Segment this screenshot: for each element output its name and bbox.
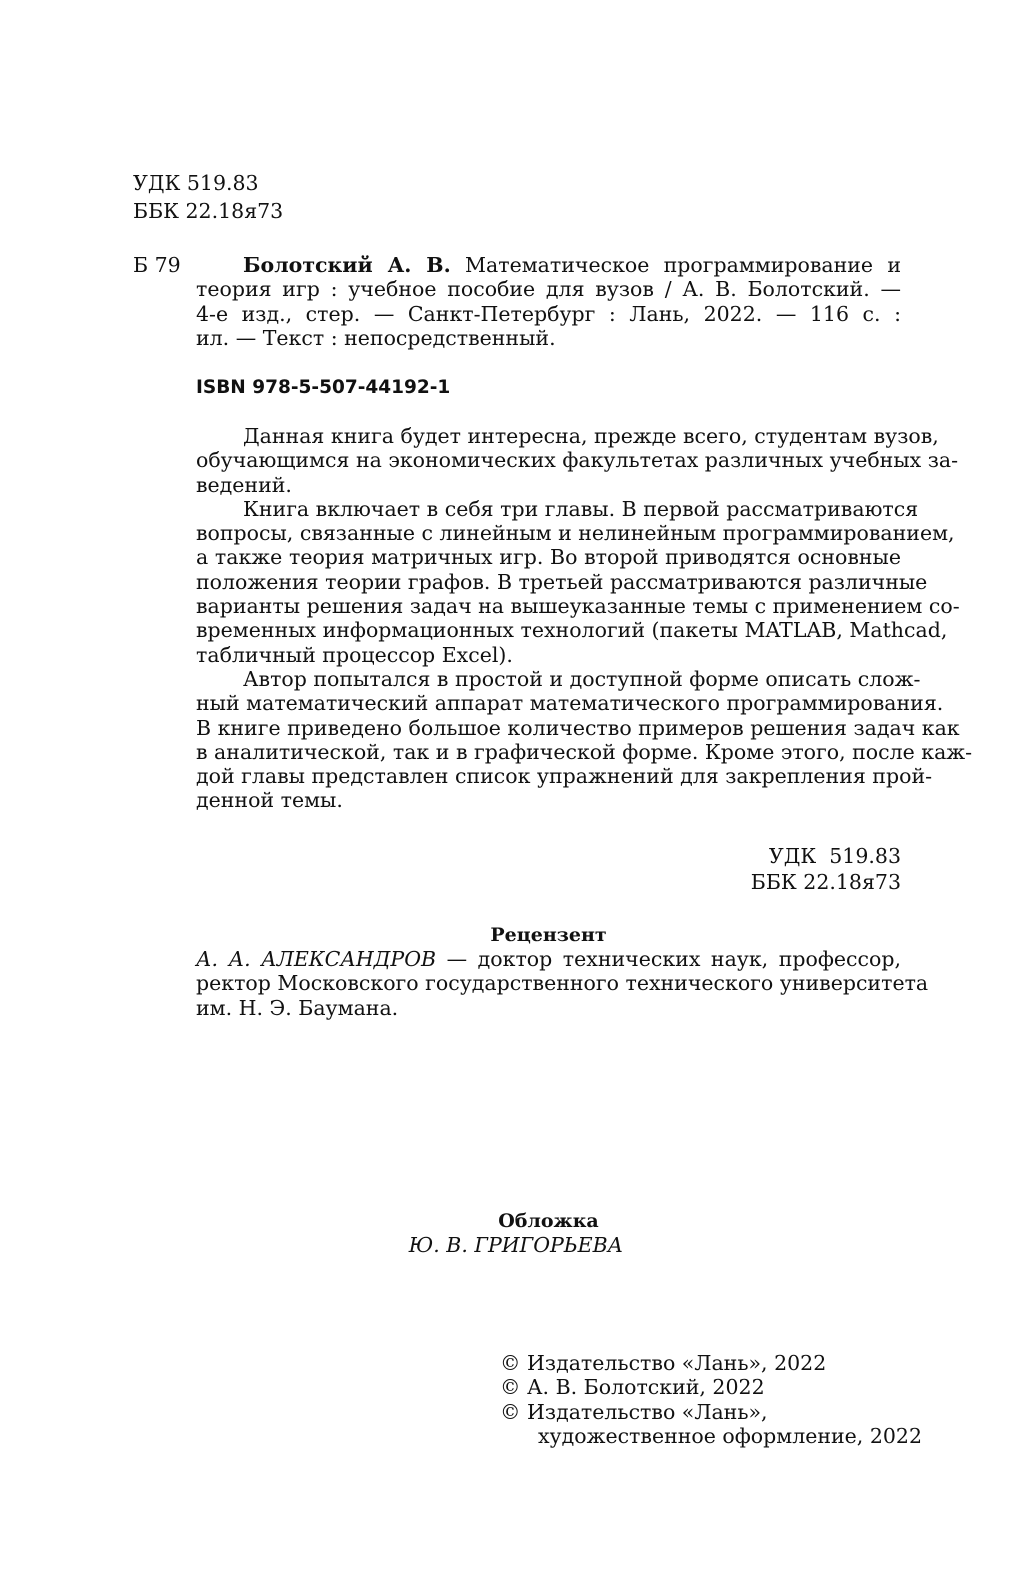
author-sign: Б 79: [133, 253, 181, 277]
reviewer-line-1: А. А. АЛЕКСАНДРОВ — доктор технических наук, профессор,: [196, 947, 901, 971]
cover-heading: Обложка: [498, 1210, 599, 1232]
annotation-paragraph-3: Автор попытался в простой и доступной форме описать слож- ный математический аппарат математического программирования. В книге приведено большое количество примеров решения задач как в аналитической, так и в графической форме. Кроме этого, после каж- дой главы представлен список упражнений для закрепления прой- денной темы.: [196, 666, 973, 813]
bibliographic-description: [196, 253, 901, 350]
udk-code: УДК 519.83: [133, 171, 259, 195]
copyright-line-3: © Издательство «Лань»,: [500, 1399, 768, 1424]
bibliography-line-1: Болотский А. В. Математическое программирование и: [243, 253, 901, 277]
classification-bottom: [751, 844, 901, 895]
bibliography-line-4: ил. — Текст : непосредственный.: [196, 325, 556, 350]
reviewer-line-2: ректор Московского государственного технического университета: [196, 971, 929, 996]
isbn: ISBN 978-5-507-44192-1: [196, 377, 451, 398]
annotation: [196, 424, 973, 813]
cover-designer-name: Ю. В. ГРИГОРЬЕВА: [408, 1233, 624, 1257]
bibliography-line-3: 4-е изд., стер. — Санкт-Петербург : Лань, 2022. — 116 с. :: [196, 301, 901, 326]
bbk-code-repeat: ББК 22.18я73: [750, 870, 901, 895]
bibliography-line-2: теория игр : учебное пособие для вузов / А. В. Болотский. —: [196, 277, 901, 302]
reviewer-name: А. А. АЛЕКСАНДРОВ: [196, 947, 437, 971]
reviewer-block: [196, 947, 929, 1020]
author-name: Болотский А. В.: [243, 253, 451, 277]
reviewer-line-3: им. Н. Э. Баумана.: [196, 995, 399, 1020]
copyright-line-4: художественное оформление, 2022: [538, 1423, 923, 1448]
udk-code-repeat: УДК 519.83: [768, 844, 901, 868]
copyright-line-1: © Издательство «Лань», 2022: [500, 1351, 827, 1375]
annotation-paragraph-1: Данная книга будет интересна, прежде всего, студентам вузов, обучающимся на экономических факультетах различных учебных за- ведений.: [196, 424, 959, 497]
copyright-block: [500, 1351, 922, 1448]
annotation-paragraph-2: Книга включает в себя три главы. В первой рассматриваются вопросы, связанные с линейным и нелинейным программированием, а также теория матричных игр. Во второй приводятся основные положения теории графов. В третьей рассматриваются различные варианты решения задач на вышеуказанные темы с применением со- временных информационных технологий (пакеты MATLAB, Mathcad, табличный процессор Excel).: [196, 496, 960, 667]
classification-top: [133, 171, 283, 224]
copyright-line-2: © А. В. Болотский, 2022: [500, 1375, 765, 1400]
bbk-code: ББК 22.18я73: [133, 199, 284, 224]
reviewer-heading: Рецензент: [490, 924, 607, 946]
